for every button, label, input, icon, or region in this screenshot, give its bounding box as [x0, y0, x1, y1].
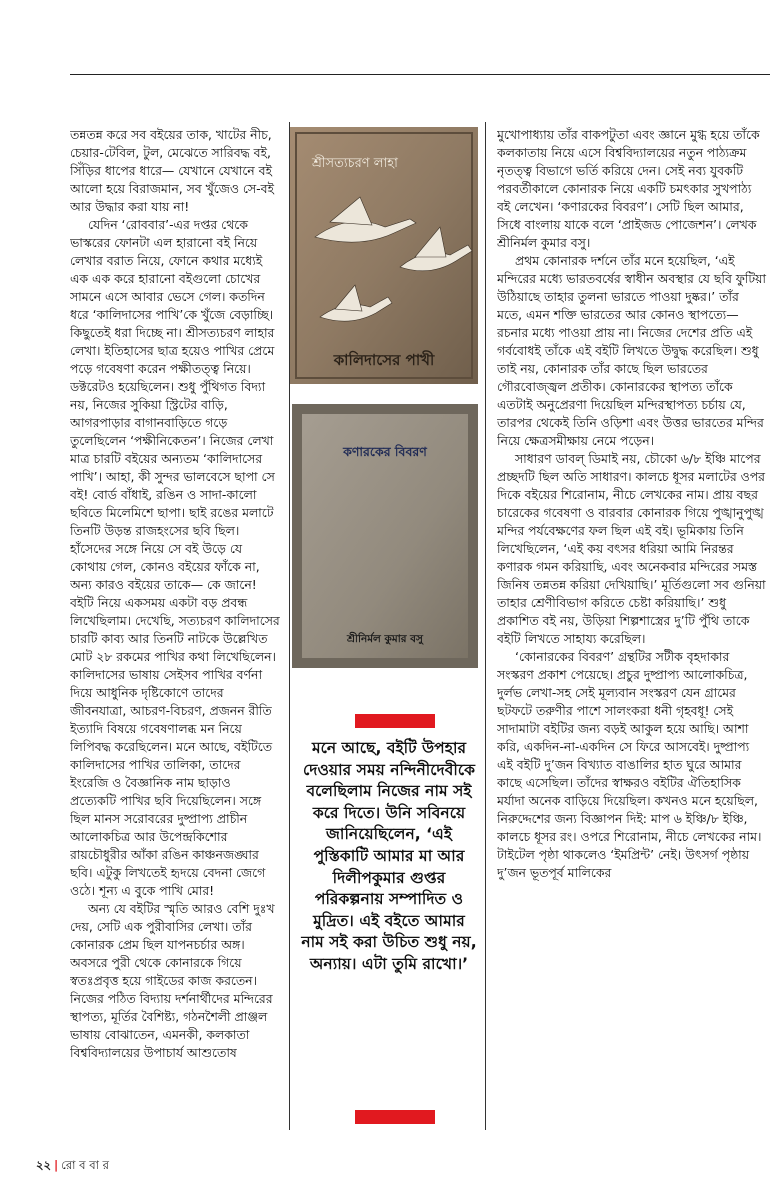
page-footer — [36, 1157, 109, 1176]
paragraph: মুখোপাধ্যায় তাঁর বাকপটুতা এবং জ্ঞানে মুগ্ধ হয়ে তাঁকে কলকাতায় নিয়ে এসে বিশ্ববিদ্যালয়ের নতুন পাঠ্যক্রম নৃতত্ত্ব বিভাগে ভর্তি করিয়ে দেন। সেই নব্য যুবকটি পরবর্তীকালে কোনারক নিয়ে একটি চমৎকার সুখপাঠ্য বই লেখেন। ‘কণারকের বিবরণ’। সেটি ছিল আমার, সিধে বাংলায় যাকে বলে ‘প্রাইজড পোজেশন’। লেখক শ্রীনির্মল কুমার বসু। — [497, 127, 760, 250]
book-cover-2-author: শ্রীনির্মল কুমার বসু — [347, 633, 423, 645]
book-cover-1-bottom-title: কালিদাসের পাখী — [333, 351, 435, 369]
paragraph: অন্য যে বইটির স্মৃতি আরও বেশি দুঃখ দেয়, সেটি এক পুরীবাসির লেখা। তাঁর কোনারক প্রেম ছিল যাপনচর্চার অঙ্গ। অবসরে পুরী থেকে কোনারকে গিয়ে স্বতঃপ্রবৃত্ত হয়ে গাইডের কাজ করতেন। নিজের পঠিত বিদ্যায় দর্শনার্থীদের মন্দিরের স্থাপত্য, মূর্তির বৈশিষ্ট্য, গঠনশৈলী প্রাঞ্জল ভাষায় বোঝাতেন, এমনকী, কলকাতা বিশ্ববিদ্যালয়ের উপাচার্য আশুতোষ — [70, 901, 275, 1060]
pull-quote: মনে আছে, বইটি উপহার দেওয়ার সময় নন্দিনীদেবীকে বলেছিলাম নিজের নাম সই করে দিতে। উনি সবিনয়ে জানিয়েছিলেন, ‘এই পুস্তিকাটি আমার মা আর দিলীপকুমার গুপ্তর পরিকল্পনায় সম্পাদিত ও মুদ্রিত। এই বইতে আমার নাম সই করা উচিত শুধু নয়, অন্যায়। এটা তুমি রাখো।’ — [301, 739, 477, 973]
book-cover-photo-konaraker-biboron — [292, 404, 478, 668]
paragraph: তন্নতন্ন করে সব বইয়ের তাক, খাটের নীচ, চেয়ার-টেবিল, টুল, মেঝেতে সারিবদ্ধ বই, সিঁড়ির ধাপের ধারে— যেখানে যেখানে বই আলো হয়ে বিরাজমান, সব খুঁজেও সে-বই আর উদ্ধার করা যায় না! — [70, 127, 274, 214]
header-rule — [70, 74, 770, 75]
book-cover-1-art — [290, 127, 478, 384]
paragraph: সাধারণ ডাবল্ ডিমাই নয়, চৌকো ৬/৮ ইঞ্চি মাপের প্রচ্ছদটি ছিল অতি সাধারণ। কালচে ধূসর মলাটের ওপর দিকে বইয়ের শিরোনাম, নীচে লেখকের নাম। প্রায় বছর চারেকের গবেষণা ও বারবার কোনারক গিয়ে পুঙ্খানুপুঙ্খ মন্দির পর্যবেক্ষণের ফল ছিল এই বই। ভূমিকায় তিনি লিখেছিলেন, ‘এই কয় বৎসর ধরিয়া আমি নিরন্তর কণারক গমন করিয়াছি, এবং অনেকবার মন্দিরের সমস্ত জিনিষ তন্নতন্ন করিয়া দেখিয়াছি।’ মূর্তিগুলো সব গুনিয়া তাহার শ্রেণীবিভাগ করিতে চেষ্টা করিয়াছি।’ শুধু প্রকাশিত বই নয়, উড়িয়া শিল্পশাস্ত্রের দু’টি পুঁথি তাকে বইটি লিখতে সাহায্য করেছিল। — [497, 451, 766, 646]
book-cover-1-top-title: শ্রীসত্যচরণ লাহা — [312, 156, 398, 171]
magazine-name: রো ব বা র — [61, 1158, 109, 1172]
footer-separator: | — [53, 1158, 59, 1172]
book-cover-2-title: কণারকের বিবরণ — [343, 444, 427, 459]
paragraph: প্রথম কোনারক দর্শনে তাঁর মনে হয়েছিল, ‘এই মন্দিরের মধ্যে ভারতবর্ষের স্বাধীন অবস্থার যে ছবি ফুটিয়া উঠিয়াছে তাহার তুলনা ভারতে পাওয়া দুষ্কর।’ তাঁর মতে, এমন শক্তি ভারতের আর কোনও স্থাপত্যে— রচনার মধ্যে পাওয়া প্রায় না। নিজের দেশের প্রতি এই গর্ববোধই তাঁকে এই বইটি লিখতে উদ্বুদ্ধ করেছিল। শুধু তাই নয়, কোনারক তাঁর কাছে ছিল ভারতের গৌরবোজ্জ্বল প্রতীক। কোনারকের স্থাপত্য তাঁকে এতটাই অনুপ্রেরণা দিয়েছিল মন্দিরস্থাপত্য চর্চায় যে, তারপর থেকেই তিনি ওড়িশা এবং উত্তর ভারতের মন্দির নিয়ে ক্ষেত্রসমীক্ষায় নেমে পড়েন। — [497, 253, 767, 448]
paragraph: ‘কোনারকের বিবরণ’ গ্রন্থটির সটীক বৃহদাকার সংস্করণ প্রকাশ পেয়েছে। প্রচুর দুষ্প্রাপ্য আলোকচিত্র, দুর্লভ লেখা-সহ সেই মূল্যবান সংস্করণ যেন গ্রামের ছটফটে তরুণীর পাশে সালংকরা ধনী গৃহবধূ! সেই সাদামাটা বইটির জন্য বড়ই আকুল হয়ে আছি। আশা করি, একদিন-না-একদিন সে ফিরে আসবেই। দুষ্প্রাপ্য এই বইটি দু’জন বিখ্যাত বাঙালির হাত ঘুরে আমার কাছে এসেছিল। তাঁদের স্বাক্ষরও বইটির ঐতিহাসিক মর্যাদা অনেক বাড়িয়ে দিয়েছিল। কখনও মনে হয়েছিল, নিরুদ্দেশের জন্য বিজ্ঞাপন দিই: মাপ ৬ ইঞ্চি/৮ ইঞ্চি, কালচে ধূসর রং। ওপরে শিরোনাম, নীচে লেখকের নাম। টাইটেল পৃষ্ঠা থাকলেও ‘ইমপ্রিন্ট’ নেই। উৎসর্গ পৃষ্ঠায় দু’জন ভূতপূর্ব মালিকের — [497, 649, 762, 880]
pull-quote-bottom-bar — [355, 1110, 435, 1124]
paragraph: যেদিন ‘রোববার’-এর দপ্তর থেকে ভাস্করের ফোনটা এল হারানো বই নিয়ে লেখার বরাত নিয়ে, ফোনে কথার মধ্যেই এক এক করে হারানো বইগুলো চোখের সামনে এসে আবার ভেসে গেল। কতদিন ধরে ‘কালিদাসের পাখি’কে খুঁজে বেড়াচ্ছি। কিছুতেই ধরা দিচ্ছে না। শ্রীসত্যচরণ লাহার লেখা। ইতিহাসের ছাত্র হয়েও পাখির প্রেমে পড়ে গবেষণা করেন পক্ষীতত্ত্ব নিয়ে। ডক্টরেটও হয়েছিলেন। শুধু পুঁথিগত বিদ্যা নয়, নিজের সুকিয়া স্ট্রিটের বাড়ি, আগরপাড়ার বাগানবাড়িতে গড়ে তুলেছিলেন ‘পক্ষীনিকেতন’। নিজের লেখা মাত্র চারটি বইয়ের অন্যতম ‘কালিদাসের পাখি’। আহা, কী সুন্দর ভালবেসে ছাপা সে বই! বোর্ড বাঁধাই, রঙিন ও সাদা-কালো ছবিতে মিলেমিশে ছাপা। ছাই রঙের মলাটে তিনটি উড়ন্ত রাজহংসের ছবি ছিল। হাঁসেদের সঙ্গে নিয়ে সে বই উড়ে যে কোথায় গেল, কোনও বইয়ের ফাঁকে না, অন্য কারও বইয়ের তাকে— কে জানে! বইটি নিয়ে একসময় একটা বড় প্রবন্ধ লিখেছিলাম। দেখেছি, সত্যচরণ কালিদাসের চারটি কাব্য আর তিনটি নাটকে উল্লেখিত মোট ২৮ রকমের পাখির কথা লিখেছিলেন। কালিদাসের ভাষায় সেইসব পাখির বর্ণনা দিয়ে আধুনিক দৃষ্টিকোণে তাদের জীবনযাত্রা, আচরণ-বিচরণ, প্রজনন রীতি ইত্যাদি বিষয়ে গবেষণালব্ধ মন নিয়ে লিপিবদ্ধ করেছিলেন। মনে আছে, বইটিতে কালিদাসের পাখির তালিকা, তাদের ইংরেজি ও বৈজ্ঞানিক নাম ছাড়াও প্রত্যেকটি পাখির ছবি দিয়েছিলেন। সঙ্গে ছিল মানস সরোবরের দুষ্প্রাপ্য প্রাচীন আলোকচিত্র আর উপেন্দ্রকিশোর রায়চৌধুরীর আঁকা রঙিন কাঞ্চনজঙ্ঘার ছবি। এটুকু লিখতেই হৃদয়ে বেদনা জেগে ওঠে। শূন্য এ বুকে পাখি মোর! — [70, 217, 280, 898]
book-cover-photo-kalidaser-pakhi — [290, 127, 478, 384]
article-column-right — [497, 126, 767, 1126]
page-number: ২২ — [36, 1158, 51, 1172]
column-divider — [485, 122, 486, 1130]
pull-quote-top-bar — [355, 714, 435, 728]
article-column-left — [70, 126, 280, 1126]
book-cover-2-art — [292, 404, 478, 668]
